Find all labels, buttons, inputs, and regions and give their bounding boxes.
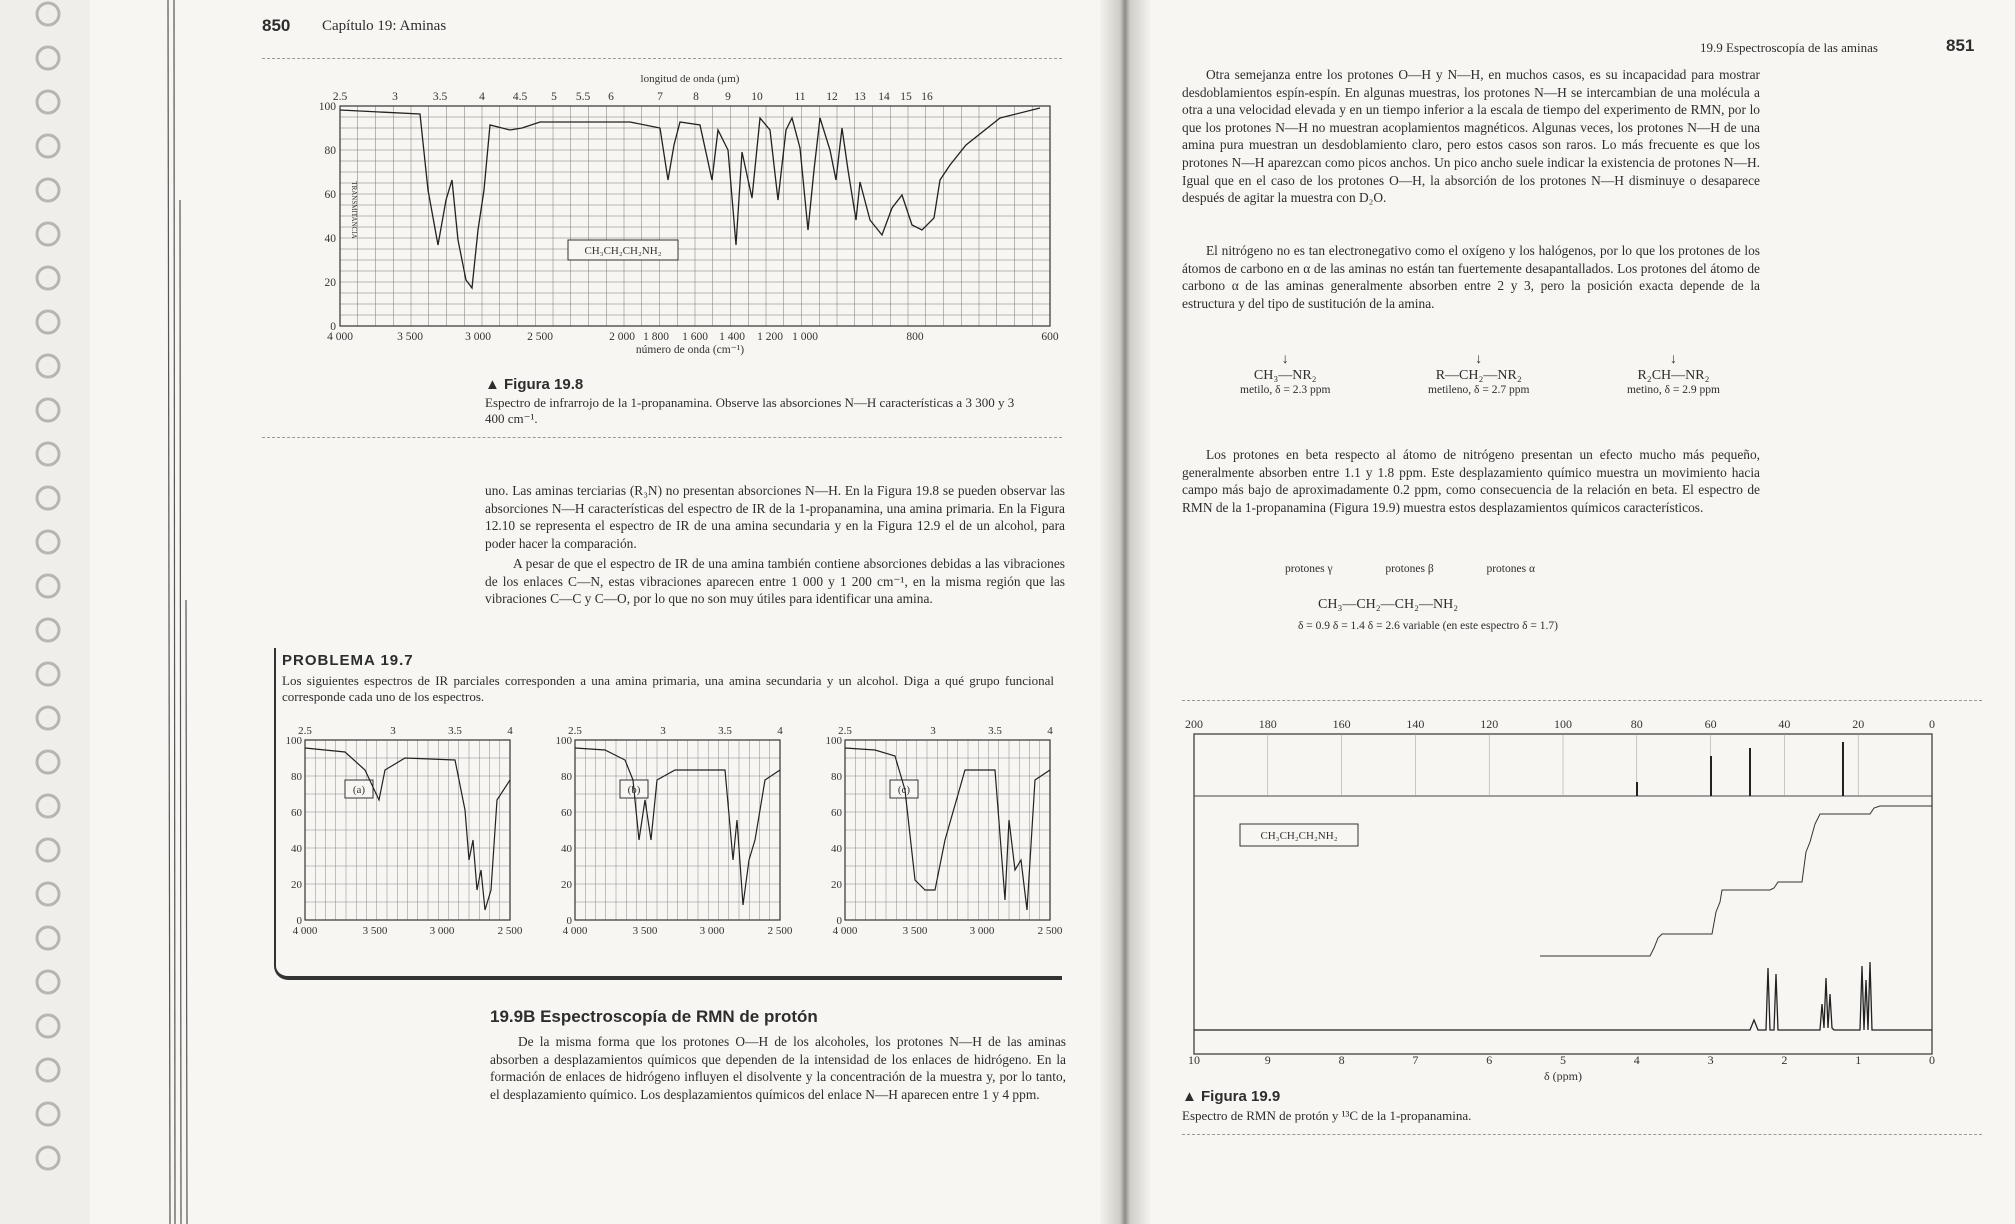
mini-y-tick: 20 <box>831 879 842 891</box>
divider <box>1182 1134 1982 1135</box>
ir-top-tick: 5.5 <box>575 91 591 103</box>
formula-methyl: ↓ CH₃—NR₂ metilo, δ = 2.3 ppm <box>1240 352 1331 396</box>
ir-bottom-tick: 3 000 <box>465 331 491 343</box>
gamma-label: protones γ <box>1285 563 1333 575</box>
mini-bottom-tick: 3 000 <box>969 925 995 937</box>
mini-top-tick: 4 <box>777 725 783 737</box>
ir-top-tick: 14 <box>878 91 890 103</box>
nmr-top-tick: 180 <box>1258 717 1277 731</box>
nmr-compound-label: CH₃CH₂CH₂NH₂ <box>1260 830 1338 842</box>
nmr-bottom-tick: 7 <box>1412 1053 1419 1067</box>
section-19-9b-text: De la misma forma que los protones O—H de los alcoholes, los protones N—H de las aminas absorben a desplazamientos químicos que dependen de la intensidad de los enlaces de hidrógeno. En la formación de enlaces de hidrógeno influyen el disolvente y la concentración de la muestra y, por lo tanto, el desplazamiento químico. Los desplazamientos químicos del enlace N—H aparecen entre 1 y 4 ppm. <box>490 1034 1066 1102</box>
mini-top-tick: 3 <box>660 725 666 737</box>
mini-y-tick: 20 <box>291 879 302 891</box>
nmr-bottom-tick: 1 <box>1855 1053 1862 1067</box>
mini-bottom-tick: 2 500 <box>767 925 793 937</box>
mini-top-tick: 4 <box>507 725 513 737</box>
formula-methine: ↓ R₂CH—NR₂ metino, δ = 2.9 ppm <box>1626 352 1720 396</box>
ir-bottom-tick: 4 000 <box>327 331 353 343</box>
mini-bottom-tick: 3 500 <box>632 925 658 937</box>
nmr-bottom-tick: 6 <box>1486 1053 1493 1067</box>
figure-19-9-caption: Espectro de RMN de protón y ¹³C de la 1-propanamina. <box>1182 1108 1472 1123</box>
figure-19-8-caption: Espectro de infrarrojo de la 1-propanamina. Observe las absorciones N—H características a 3 300 y 3 400 cm⁻¹. <box>485 395 1015 426</box>
figure-19-8-title: ▲ Figura 19.8 <box>485 376 584 393</box>
mini-y-tick: 40 <box>291 843 302 855</box>
ir-grid <box>340 106 1050 326</box>
mini-spectrum-2 <box>556 725 793 937</box>
ir-bottom-tick: 2 000 <box>609 331 635 343</box>
right-paragraph-1: Otra semejanza entre los protones O—H y N—H, en muchos casos, es su incapacidad para mostrar desdoblamientos espín-espín. En algunas muestras, los protones N—H se intercambian de una molécula a otra a una velocidad elevada y en un tiempo inferior a la escala de tiempo del experimento de RMN, por lo que los protones N—H no muestran acoplamientos magnéticos. Algunas veces, los protones N—H de una amina pura muestran un desdoblamiento claro, pero estos casos son raros. Lo más frecuente es que los protones N—H aparezcan como picos anchos. Un pico ancho suele indicar la existencia de protones N—H. Igual que en el caso de los protones O—H, la absorción de los protones N—H disminuye o desaparece después de agitar la muestra con D₂O. <box>1182 67 1760 206</box>
mini-y-tick: 40 <box>831 843 842 855</box>
mini-y-tick: 40 <box>561 843 572 855</box>
mini-spectrum-3 <box>826 725 1063 937</box>
nmr-bottom-tick: 4 <box>1633 1053 1640 1067</box>
mini-bottom-tick: 4 000 <box>292 925 318 937</box>
mini-top-tick: 2.5 <box>838 725 852 737</box>
ir-compound-label: CH₃CH₂CH₂NH₂ <box>584 245 662 257</box>
ir-bottom-tick: 3 500 <box>397 331 423 343</box>
ir-y-tick: 100 <box>318 101 336 113</box>
propyl-proton-labels <box>1285 563 1535 575</box>
mini-top-tick: 3.5 <box>448 725 462 737</box>
ir-spectrum-chart <box>300 70 1080 360</box>
ir-top-tick: 6 <box>608 91 614 103</box>
formula-methylene: ↓ R—CH₂—NR₂ metileno, δ = 2.7 ppm <box>1428 352 1530 396</box>
divider <box>262 437 1062 438</box>
ir-bottom-tick: 1 400 <box>719 331 745 343</box>
ir-bottom-tick: 1 800 <box>643 331 669 343</box>
mini-y-tick: 100 <box>825 735 842 747</box>
divider <box>262 58 1062 59</box>
beta-label: protones β <box>1385 563 1434 575</box>
right-paragraph-3: Los protones en beta respecto al átomo de nitrógeno presentan un efecto mucho más pequeño, generalmente absorben entre 1.1 y 1.8 ppm. Este desplazamiento químico muestra un movimiento hacia campo más bajo de aproximadamente 0.2 ppm, como consecuencia de la relación en beta. El espectro de RMN de la 1-propanamina (Figura 19.9) muestra estos desplazamientos químicos característicos. <box>1182 447 1760 515</box>
ir-y-tick: 40 <box>324 233 336 245</box>
nmr-top-tick: 140 <box>1406 717 1425 731</box>
ir-top-tick: 4 <box>479 91 485 103</box>
mini-y-tick: 60 <box>831 807 842 819</box>
page-gutter <box>1100 0 1150 1224</box>
ir-top-tick: 5 <box>551 91 557 103</box>
figure-19-9-title: ▲ Figura 19.9 <box>1182 1088 1281 1105</box>
mini-y-tick: 60 <box>561 807 572 819</box>
ir-bottom-tick: 2 500 <box>527 331 553 343</box>
nmr-bottom-tick: 9 <box>1264 1053 1271 1067</box>
c13-peaks <box>1637 742 1843 796</box>
mini-bottom-tick: 4 000 <box>832 925 858 937</box>
left-running-head: Capítulo 19: Aminas <box>322 18 447 34</box>
right-running-head: 19.9 Espectroscopía de las aminas <box>1700 40 1878 55</box>
mini-y-tick: 0 <box>836 915 842 927</box>
nmr-top-tick: 200 <box>1185 717 1203 731</box>
left-paragraph-2: A pesar de que el espectro de IR de una amina también contiene absorciones debidas a las vibraciones de los enlaces C—N, estas vibraciones aparecen entre 1 000 y 1 200 cm⁻¹, en la misma región que las vibraciones C—C y C—O, por lo que no son muy útiles para identificar una amina. <box>485 556 1065 607</box>
ir-top-tick: 11 <box>794 91 806 103</box>
mini-bottom-tick: 3 500 <box>362 925 388 937</box>
mini-top-tick: 2.5 <box>298 725 312 737</box>
mini-label: (b) <box>627 784 641 796</box>
problem-title: PROBLEMA 19.7 <box>282 652 414 669</box>
mini-top-tick: 2.5 <box>568 725 582 737</box>
mini-y-tick: 80 <box>831 771 842 783</box>
mini-y-tick: 20 <box>561 879 572 891</box>
left-page-number: 850 <box>262 16 291 35</box>
nmr-top-tick: 80 <box>1630 717 1643 731</box>
left-paragraph-1: uno. Las aminas terciarias (R₃N) no presentan absorciones N—H. En la Figura 19.8 se pueden observar las absorciones N—H características del espectro de IR de la 1-propanamina, una amina primaria. En la Figura 12.10 se representa el espectro de IR de una amina secundaria y en la Figura 12.9 el de un alcohol, para poder hacer la comparación. <box>485 483 1065 551</box>
problem-mini-spectra <box>285 722 1065 962</box>
mini-label: (c) <box>897 784 911 796</box>
mini-bottom-tick: 3 000 <box>429 925 455 937</box>
ir-top-tick: 2.5 <box>332 91 348 103</box>
nmr-integral-curve <box>1540 806 1932 956</box>
ir-y-tick: 0 <box>330 321 336 333</box>
problem-text: Los siguientes espectros de IR parciales corresponden a una amina primaria, una amina secundaria y un alcohol. Diga a qué grupo funcional corresponde cada uno de los espectros. <box>282 673 1054 704</box>
mini-top-tick: 4 <box>1047 725 1053 737</box>
propyl-shifts: δ = 0.9 δ = 1.4 δ = 2.6 variable (en este espectro δ = 1.7) <box>1298 620 1558 632</box>
mini-top-tick: 3 <box>930 725 936 737</box>
mini-top-tick: 3 <box>390 725 396 737</box>
nmr-x-axis-label: δ (ppm) <box>1544 1069 1582 1082</box>
mini-top-tick: 3.5 <box>718 725 732 737</box>
nmr-top-tick: 20 <box>1852 717 1865 731</box>
divider <box>1182 700 1982 701</box>
mini-top-tick: 3.5 <box>988 725 1002 737</box>
nmr-top-tick: 120 <box>1480 717 1499 731</box>
ir-top-tick: 13 <box>854 91 866 103</box>
nmr-top-tick: 100 <box>1554 717 1572 731</box>
ir-top-tick: 4.5 <box>512 91 528 103</box>
ir-top-tick: 3 <box>392 91 398 103</box>
propyl-structure: CH₃—CH₂—CH₂—NH₂ <box>1318 597 1459 612</box>
ir-bottom-tick: 1 000 <box>792 331 818 343</box>
nmr-bottom-tick: 5 <box>1560 1053 1566 1067</box>
nmr-top-tick: 0 <box>1929 717 1935 731</box>
amine-formulas <box>1240 352 1720 396</box>
ir-top-tick: 7 <box>657 91 663 103</box>
ir-y-tick: 60 <box>324 189 336 201</box>
ir-top-tick: 10 <box>751 91 763 103</box>
mini-y-tick: 0 <box>296 915 302 927</box>
ir-bottom-axis-label: número de onda (cm⁻¹) <box>635 344 745 356</box>
ir-bottom-tick: 600 <box>1041 331 1059 343</box>
section-19-9b-title: 19.9B Espectroscopía de RMN de protón <box>490 1007 818 1026</box>
ir-spectrum-curve <box>340 108 1040 288</box>
ir-y-tick: 80 <box>324 145 336 157</box>
ir-top-tick: 9 <box>725 91 731 103</box>
nmr-top-tick: 160 <box>1332 717 1351 731</box>
ir-y-axis-label: TRANSMITANCIA <box>350 181 358 239</box>
ir-top-axis-label: longitud de onda (µm) <box>640 73 740 85</box>
nmr-bottom-tick: 2 <box>1781 1053 1788 1067</box>
mini-bottom-tick: 2 500 <box>497 925 523 937</box>
mini-bottom-tick: 2 500 <box>1037 925 1063 937</box>
nmr-bottom-tick: 3 <box>1707 1053 1714 1067</box>
mini-label: (a) <box>352 784 366 796</box>
mini-y-tick: 80 <box>291 771 302 783</box>
page-edge-lines <box>150 0 220 1224</box>
ir-top-tick: 8 <box>693 91 699 103</box>
ir-bottom-tick: 1 200 <box>757 331 783 343</box>
mini-y-tick: 100 <box>555 735 572 747</box>
nmr-top-tick: 40 <box>1778 717 1791 731</box>
mini-y-tick: 80 <box>561 771 572 783</box>
nmr-spectrum-chart <box>1170 712 1970 1082</box>
ir-bottom-tick: 800 <box>906 331 924 343</box>
nmr-bottom-tick: 10 <box>1188 1053 1200 1067</box>
ir-bottom-tick: 1 600 <box>682 331 708 343</box>
nmr-h1-spectrum <box>1194 962 1932 1030</box>
mini-bottom-tick: 4 000 <box>562 925 588 937</box>
mini-y-tick: 0 <box>566 915 572 927</box>
nmr-top-tick: 60 <box>1704 717 1717 731</box>
right-paragraph-2: El nitrógeno no es tan electronegativo como el oxígeno y los halógenos, por lo que los protones de los átomos de carbono en α de las aminas no están tan fuertemente desapantallados. Los protones del átomo de carbono α de las aminas generalmente absorben entre 2 y 3, pero la posición exacta depende de la estructura y del tipo de sustitución de la amina. <box>1182 243 1760 311</box>
mini-bottom-tick: 3 500 <box>902 925 928 937</box>
mini-y-tick: 100 <box>285 735 302 747</box>
mini-bottom-tick: 3 000 <box>699 925 725 937</box>
mini-y-tick: 60 <box>291 807 302 819</box>
spiral-binding <box>0 0 70 1224</box>
nmr-bottom-tick: 8 <box>1338 1053 1345 1067</box>
ir-top-tick: 12 <box>826 91 838 103</box>
right-page-number: 851 <box>1946 36 1975 55</box>
ir-top-tick: 15 <box>900 91 912 103</box>
mini-spectrum-1 <box>286 725 523 937</box>
ir-top-tick: 16 <box>921 91 933 103</box>
ir-top-tick: 3.5 <box>432 91 448 103</box>
alpha-label: protones α <box>1486 563 1535 575</box>
nmr-bottom-tick: 0 <box>1929 1053 1935 1067</box>
ir-y-tick: 20 <box>324 277 336 289</box>
